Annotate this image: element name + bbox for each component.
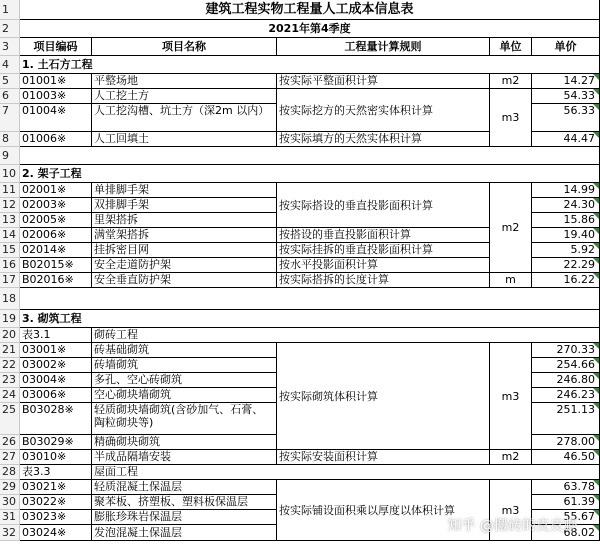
item-code[interactable]: B02015※: [20, 258, 92, 273]
row-header[interactable]: 14: [0, 228, 20, 243]
row-header[interactable]: 25: [0, 403, 20, 435]
row-header[interactable]: 24: [0, 388, 20, 403]
row-header[interactable]: 30: [0, 495, 20, 510]
item-name[interactable]: 砖墙砌筑: [92, 358, 277, 373]
item-price[interactable]: 22.29: [532, 258, 600, 273]
item-code[interactable]: 03021※: [20, 480, 92, 495]
item-code[interactable]: B03028※: [20, 403, 92, 435]
row-header[interactable]: 32: [0, 525, 20, 541]
item-price[interactable]: 61.39: [532, 495, 600, 510]
section-title[interactable]: 2. 架子工程: [20, 165, 600, 183]
item-name[interactable]: 多孔、空心砖砌筑: [92, 373, 277, 388]
blank-row[interactable]: [20, 288, 600, 310]
row-header[interactable]: 31: [0, 510, 20, 525]
header-rule[interactable]: 工程量计算规则: [277, 38, 490, 56]
row-header[interactable]: 5: [0, 74, 20, 89]
item-name[interactable]: 轻质砌块墙砌筑(含砂加气、石膏、陶粒砌块等): [92, 403, 277, 435]
table-ref[interactable]: 表3.3: [20, 465, 92, 480]
row-header[interactable]: 27: [0, 450, 20, 465]
item-price[interactable]: 55.67: [532, 510, 600, 525]
row-header[interactable]: 17: [0, 273, 20, 288]
row-header[interactable]: 28: [0, 465, 20, 480]
sheet-title[interactable]: 建筑工程实物工程量人工成本信息表: [20, 0, 600, 20]
row-header[interactable]: 13: [0, 213, 20, 228]
table-ref[interactable]: 表3.1: [20, 328, 92, 343]
row-header[interactable]: 6: [0, 89, 20, 104]
item-name[interactable]: 安全走道防护架: [92, 258, 277, 273]
row-header[interactable]: 2: [0, 20, 20, 38]
row-header[interactable]: 9: [0, 147, 20, 165]
unit-cell[interactable]: m2: [490, 450, 532, 465]
header-code[interactable]: 项目编码: [20, 38, 92, 56]
item-code[interactable]: 03010※: [20, 450, 92, 465]
calc-rule[interactable]: 按实际搭拆的长度计算: [277, 273, 490, 288]
subsection-title[interactable]: 屋面工程: [92, 465, 600, 480]
item-price[interactable]: 14.99: [532, 183, 600, 198]
sheet-subtitle[interactable]: 2021年第4季度: [20, 20, 600, 38]
item-code[interactable]: B02016※: [20, 273, 92, 288]
section-title[interactable]: 3. 砌筑工程: [20, 310, 600, 328]
calc-rule[interactable]: 按实际填方的天然实体积计算: [277, 132, 490, 147]
item-name[interactable]: 膨胀珍珠岩保温层: [92, 510, 277, 525]
row-header[interactable]: 3: [0, 38, 20, 56]
item-name[interactable]: 轻质混凝土保温层: [92, 480, 277, 495]
row-header[interactable]: 22: [0, 358, 20, 373]
item-name[interactable]: 满堂架搭拆: [92, 228, 277, 243]
item-name[interactable]: 精确砌块砌筑: [92, 435, 277, 450]
item-code[interactable]: 03002※: [20, 358, 92, 373]
item-price[interactable]: 68.02: [532, 525, 600, 541]
item-code[interactable]: 01004※: [20, 104, 92, 132]
unit-cell[interactable]: m2: [490, 183, 532, 273]
calc-rule[interactable]: 按实际平整面积计算: [277, 74, 490, 89]
item-name[interactable]: 半成品隔墙安装: [92, 450, 277, 465]
item-code[interactable]: 02001※: [20, 183, 92, 198]
row-header[interactable]: 18: [0, 288, 20, 310]
item-code[interactable]: 02005※: [20, 213, 92, 228]
item-name[interactable]: 发泡混凝土保温层: [92, 525, 277, 541]
section-title[interactable]: 1. 土石方工程: [20, 56, 600, 74]
calc-rule[interactable]: 按搭设的垂直投影面积计算: [277, 228, 490, 243]
item-price[interactable]: 251.13: [532, 403, 600, 435]
item-name[interactable]: 聚苯板、挤塑板、塑料板保温层: [92, 495, 277, 510]
item-price[interactable]: 63.78: [532, 480, 600, 495]
item-code[interactable]: 01001※: [20, 74, 92, 89]
calc-rule[interactable]: 按实际砌筑体积计算: [277, 343, 490, 450]
blank-row[interactable]: [20, 147, 600, 165]
item-price[interactable]: 254.66: [532, 358, 600, 373]
header-name[interactable]: 项目名称: [92, 38, 277, 56]
item-code[interactable]: 03006※: [20, 388, 92, 403]
row-header[interactable]: 23: [0, 373, 20, 388]
row-header[interactable]: 19: [0, 310, 20, 328]
row-header[interactable]: 21: [0, 343, 20, 358]
item-code[interactable]: 02003※: [20, 198, 92, 213]
item-code[interactable]: 03001※: [20, 343, 92, 358]
item-name[interactable]: 挂拆密目网: [92, 243, 277, 258]
item-code[interactable]: 02006※: [20, 228, 92, 243]
item-name[interactable]: 人工回填土: [92, 132, 277, 147]
row-header[interactable]: 1: [0, 0, 20, 20]
header-unit[interactable]: 单位: [490, 38, 532, 56]
item-price[interactable]: 54.33: [532, 89, 600, 104]
calc-rule[interactable]: 按实际挂拆的垂直投影面积计算: [277, 243, 490, 258]
item-price[interactable]: 14.27: [532, 74, 600, 89]
calc-rule[interactable]: 按水平投影面积计算: [277, 258, 490, 273]
item-price[interactable]: 246.80: [532, 373, 600, 388]
item-code[interactable]: 03004※: [20, 373, 92, 388]
row-header[interactable]: 15: [0, 243, 20, 258]
item-name[interactable]: 人工挖沟槽、坑土方（深2m 以内）: [92, 104, 277, 132]
item-name[interactable]: 人工挖土方: [92, 89, 277, 104]
row-header[interactable]: 4: [0, 56, 20, 74]
item-name[interactable]: 平整场地: [92, 74, 277, 89]
item-code[interactable]: 03023※: [20, 510, 92, 525]
item-price[interactable]: 46.50: [532, 450, 600, 465]
unit-cell[interactable]: m3: [490, 89, 532, 147]
row-header[interactable]: 12: [0, 198, 20, 213]
unit-cell[interactable]: m3: [490, 343, 532, 450]
item-price[interactable]: 44.47: [532, 132, 600, 147]
item-price[interactable]: 15.86: [532, 213, 600, 228]
item-name[interactable]: 安全垂直防护架: [92, 273, 277, 288]
item-code[interactable]: 02014※: [20, 243, 92, 258]
header-price[interactable]: 单价: [532, 38, 600, 56]
item-code[interactable]: B03029※: [20, 435, 92, 450]
watermark: 知乎 @搬砖的皮皮虾: [447, 518, 578, 534]
unit-cell[interactable]: m: [490, 273, 532, 288]
item-price[interactable]: 19.40: [532, 228, 600, 243]
calc-rule[interactable]: 按实际挖方的天然密实体积计算: [277, 89, 490, 132]
row-header[interactable]: 11: [0, 183, 20, 198]
calc-rule[interactable]: 按实际搭设的垂直投影面积计算: [277, 183, 490, 228]
item-price[interactable]: 270.33: [532, 343, 600, 358]
item-price[interactable]: 278.00: [532, 435, 600, 450]
row-header[interactable]: 10: [0, 165, 20, 183]
item-code[interactable]: 01006※: [20, 132, 92, 147]
item-code[interactable]: 03022※: [20, 495, 92, 510]
row-header[interactable]: 8: [0, 132, 20, 147]
item-name[interactable]: 里架搭拆: [92, 213, 277, 228]
item-name[interactable]: 砖基础砌筑: [92, 343, 277, 358]
item-code[interactable]: 03024※: [20, 525, 92, 541]
item-name[interactable]: 空心砌块墙砌筑: [92, 388, 277, 403]
row-header[interactable]: 26: [0, 435, 20, 450]
item-price[interactable]: 246.23: [532, 388, 600, 403]
item-code[interactable]: 01003※: [20, 89, 92, 104]
row-header[interactable]: 20: [0, 328, 20, 343]
item-name[interactable]: 单排脚手架: [92, 183, 277, 198]
item-price[interactable]: 5.92: [532, 243, 600, 258]
item-name[interactable]: 双排脚手架: [92, 198, 277, 213]
calc-rule[interactable]: 按实际铺设面积乘以厚度以体积计算: [277, 480, 490, 541]
item-price[interactable]: 56.33: [532, 104, 600, 132]
calc-rule[interactable]: 按实际安装面积计算: [277, 450, 490, 465]
row-header[interactable]: 7: [0, 104, 20, 132]
unit-cell[interactable]: m3: [490, 480, 532, 541]
subsection-title[interactable]: 砌砖工程: [92, 328, 600, 343]
item-price[interactable]: 16.22: [532, 273, 600, 288]
row-header[interactable]: 29: [0, 480, 20, 495]
item-price[interactable]: 24.30: [532, 198, 600, 213]
unit-cell[interactable]: m2: [490, 74, 532, 89]
row-header[interactable]: 16: [0, 258, 20, 273]
